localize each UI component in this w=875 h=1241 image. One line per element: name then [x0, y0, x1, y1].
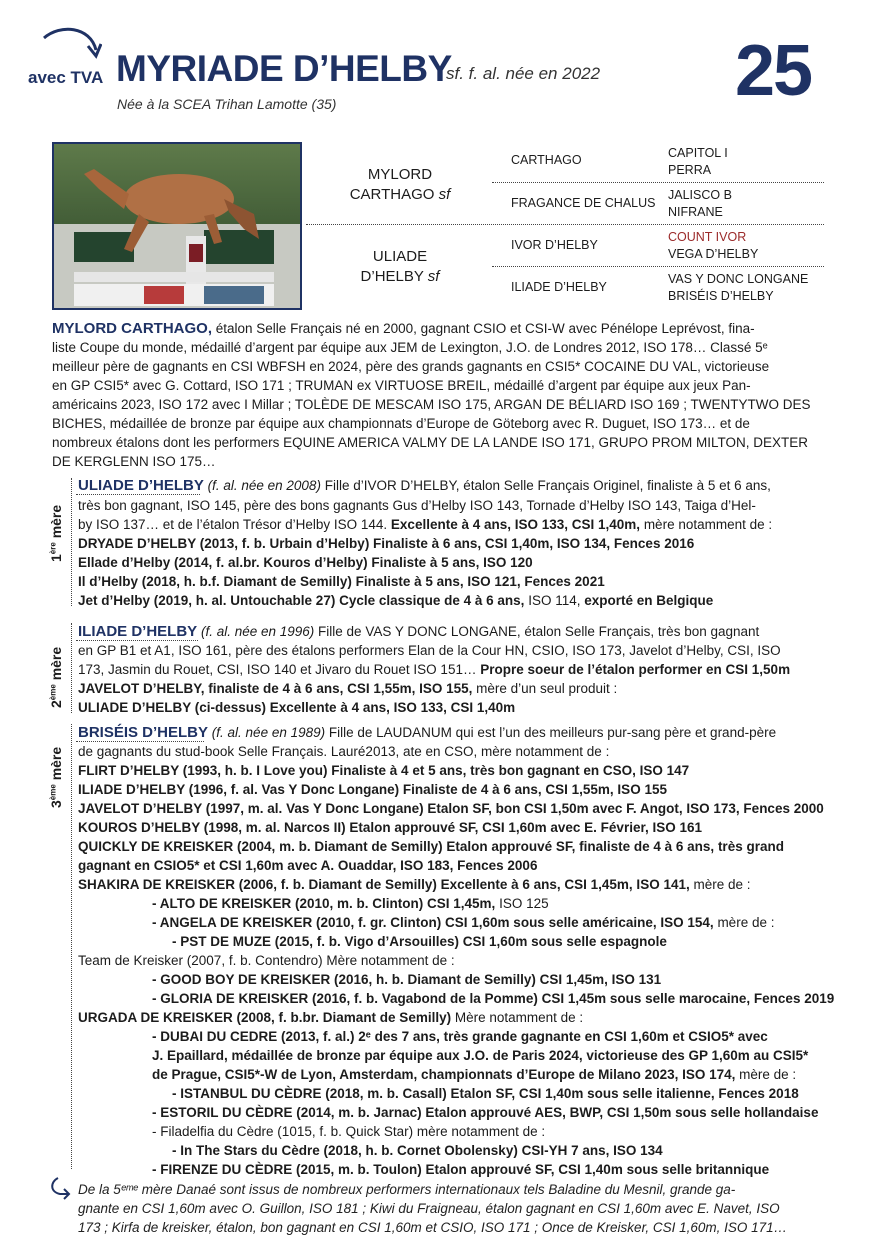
mere-rule [71, 724, 72, 1169]
sire-text-line: meilleur père de gagnants en CSI WBFSH en 2024, père des grands gagnants en CSI5* COCAINE DU VAL, victorieuse [52, 359, 770, 374]
breeder-line: Née à la SCEA Trihan Lamotte (35) [117, 96, 337, 112]
dam-name [320, 247, 480, 287]
mere3-product: Team de Kreisker (2007, f. b. Contendro) Mère notamment de : [78, 953, 455, 968]
mere2-line: ILIADE D’HELBY (f. al. née en 1996) Fille de VAS Y DONC LONGANE, étalon Selle Français, très bon gagnant [78, 623, 760, 640]
mere3-product: ILIADE D’HELBY (1996, f. al. Vas Y Donc Longane) Finaliste de 4 à 6 ans, CSI 1,55m, ISO 155 [78, 782, 667, 797]
grandsire-2: IVOR D’HELBY [511, 238, 598, 252]
mere-rule [71, 623, 72, 713]
lot-number: 25 [735, 31, 812, 111]
mere1-line: by ISO 137… et de l’étalon Trésor d’Helby ISO 144. Excellente à 4 ans, ISO 133, CSI 1,40m, mère notamment de : [78, 517, 773, 532]
mere3-line: de gagnants du stud-book Selle Français. Lauré2013, ate en CSO, mère notamment de : [78, 744, 610, 759]
footer-line: 173 ; Kirfa de kreisker, étalon, bon gagnant en CSI 1,60m et CSIO, ISO 171 ; Once de Kreisker, CSI 1,60m, ISO 171… [78, 1220, 788, 1235]
mere3-product: URGADA DE KREISKER (2008, f. b.br. Diamant de Semilly) Mère notamment de : [78, 1010, 584, 1025]
mere2-product: JAVELOT D’HELBY, finaliste de 4 à 6 ans, CSI 1,55m, ISO 155, mère d’un seul produit : [78, 681, 618, 696]
granddam-1: FRAGANCE DE CHALUS [511, 196, 656, 210]
pedigree-divider [492, 266, 824, 267]
sire-text-line: DE KERGLENN ISO 175… [52, 454, 216, 469]
granddam-2: ILIADE D’HELBY [511, 280, 607, 294]
mere-rule [71, 478, 72, 606]
footer-line: gnante en CSI 1,60m avec O. Guillon, ISO 181 ; Kiwi du Fraigneau, étalon gagnant en CSI 1,60m avec E. Navet, ISO [78, 1201, 780, 1216]
mere3-line: BRISÉIS D’HELBY (f. al. née en 1989) Fille de LAUDANUM qui est l’un des meilleurs pur-sang père et grand-père [78, 724, 777, 741]
mere2-line: en GP B1 et A1, ISO 161, père des étalons performers Elan de la Cour HN, CSIO, ISO 173, Javelot d’Helby, CSI, ISO [78, 643, 781, 658]
horse-name-title: MYRIADE D’HELBY [116, 48, 452, 89]
mere2-name: ILIADE D’HELBY [78, 623, 198, 640]
sire-text-line: BICHES, médaillée de bronze par équipe aux championnats d’Europe de Göteborg avec R. Duguet, ISO 173… et de [52, 416, 750, 431]
mere3-product: KOUROS D’HELBY (1998, m. al. Narcos II) Etalon approuvé SF, CSI 1,60m avec E. Février, ISO 161 [78, 820, 702, 835]
grandsire-1: CARTHAGO [511, 153, 582, 167]
mere2-line: 173, Jasmin du Rouet, CSI, ISO 140 et Jivaro du Rouet ISO 151… Propre soeur de l’étalon performer en CSI 1,50m [78, 662, 791, 677]
mere3-subproduct: J. Epaillard, médaillée de bronze par équipe aux J.O. de Paris 2024, victorieuse des GP 1,60m au CSI5* [152, 1048, 809, 1063]
sire-text-line: liste Coupe du monde, médaillé d’argent par équipe aux JEM de Lexington, J.O. de Londres 2012, ISO 178… Classé 5ᵉ [52, 340, 768, 355]
mere1-line: ULIADE D’HELBY (f. al. née en 2008) Fille d’IVOR D’HELBY, étalon Selle Français Originel, finaliste à 5 et 6 ans, [78, 477, 771, 494]
mere2-product: ULIADE D’HELBY (ci-dessus) Excellente à 4 ans, ISO 133, CSI 1,40m [78, 700, 516, 715]
mere1-product: Il d’Helby (2018, h. b.f. Diamant de Semilly) Finaliste à 5 ans, ISO 121, Fences 2021 [78, 574, 605, 589]
ggparent-3: JALISCO B [668, 188, 732, 202]
mere3-product: QUICKLY DE KREISKER (2004, m. b. Diamant de Semilly) Etalon approuvé SF, finaliste de 4 à 6 ans, très grand [78, 839, 784, 854]
sire-text-name: MYLORD CARTHAGO, [52, 320, 212, 337]
mere3-subproduct: - DUBAI DU CEDRE (2013, f. al.) 2ᵉ des 7 ans, très grande gagnante en CSI 1,60m et CSIO5* avec [152, 1029, 768, 1044]
mere3-subproduct: - ALTO DE KREISKER (2010, m. b. Clinton) CSI 1,45m, ISO 125 [152, 896, 549, 911]
mere1-product: DRYADE D’HELBY (2013, f. b. Urbain d’Helby) Finaliste à 6 ans, CSI 1,40m, ISO 134, Fences 2016 [78, 536, 695, 551]
sire-line2: CARTHAGO [349, 186, 435, 203]
return-arrow-icon [50, 1176, 72, 1200]
mere3-product: FLIRT D’HELBY (1993, h. b. I Love you) Finaliste à 4 et 5 ans, très bon gagnant en CSO, ISO 147 [78, 763, 690, 778]
pedigree-divider [306, 224, 824, 225]
sire-text-line: américains 2023, ISO 172 avec I Millar ; TOLÈDE DE MESCAM ISO 175, ARGAN DE BÉLIARD ISO 169 ; TWENTYTWO DES [52, 397, 811, 412]
mere3-subproduct: - GOOD BOY DE KREISKER (2016, h. b. Diamant de Semilly) CSI 1,45m, ISO 131 [152, 972, 662, 987]
mere1-product: Jet d’Helby (2019, h. al. Untouchable 27) Cycle classique de 4 à 6 ans, ISO 114, exporté en Belgique [78, 593, 714, 608]
mere3-subproduct: - FIRENZE DU CÈDRE (2015, m. b. Toulon) Etalon approuvé SF, CSI 1,40m sous selle britannique [152, 1162, 770, 1177]
mere3-product: SHAKIRA DE KREISKER (2006, f. b. Diamant de Semilly) Excellente à 6 ans, CSI 1,45m, ISO 141, mère de : [78, 877, 751, 892]
footer-line: De la 5ᵉᵐᵉ mère Danaé sont issus de nombreux performers internationaux tels Baladine du Mesnil, grande ga- [78, 1182, 736, 1197]
sire-text-line: MYLORD CARTHAGO, étalon Selle Français né en 2000, gagnant CSIO et CSI-W avec Pénélope Leprévost, fina- [52, 320, 755, 337]
mere3-product: JAVELOT D’HELBY (1997, m. al. Vas Y Donc Longane) Etalon SF, bon CSI 1,50m avec F. Angot, ISO 173, Fences 2000 [78, 801, 824, 816]
mere1-name: ULIADE D’HELBY [78, 477, 204, 494]
horse-photo [52, 142, 302, 310]
mere3-subproduct: - ISTANBUL DU CÈDRE (2018, m. b. Casall) Etalon SF, CSI 1,40m sous selle italienne, Fences 2018 [172, 1086, 799, 1101]
pedigree-divider [492, 182, 824, 183]
footer-note [78, 1180, 823, 1237]
dam-line1: ULIADE [372, 248, 428, 265]
dam-suffix: sf [427, 268, 440, 285]
ggparent-8: BRISÉIS D’HELBY [668, 289, 774, 303]
ggparent-2: PERRA [668, 163, 712, 177]
mere3-subproduct: - GLORIA DE KREISKER (2016, f. b. Vagabond de la Pomme) CSI 1,45m sous selle marocaine, Fences 2019 [152, 991, 835, 1006]
mere3-subproduct: - In The Stars du Cèdre (2018, h. b. Cornet Obolensky) CSI-YH 7 ans, ISO 134 [172, 1143, 663, 1158]
mere3-subproduct: - PST DE MUZE (2015, f. b. Vigo d’Arsouilles) CSI 1,60m sous selle espagnole [172, 934, 667, 949]
sire-text-line: en GP CSI5* avec G. Cottard, ISO 171 ; TRUMAN ex VIRTUOSE BREIL, médaillé d’argent par équipe aux jeux Pan- [52, 378, 751, 393]
ggparent-6: VEGA D’HELBY [668, 247, 759, 261]
sire-text-line: nombreux étalons dont les performers EQUINE AMERICA VALMY DE LA LANDE ISO 171, GRUPO PROM MILTON, DEXTER [52, 435, 809, 450]
tva-label: avec TVA [28, 68, 104, 87]
ggparent-5: COUNT IVOR [668, 230, 747, 244]
sire-line1: MYLORD [367, 166, 433, 183]
ggparent-7: VAS Y DONC LONGANE [668, 272, 809, 286]
mere3-subproduct: de Prague, CSI5*-W de Lyon, Amsterdam, championnats d’Europe de Milano 2023, ISO 174, mère de : [152, 1067, 797, 1082]
mere3-subproduct: - ANGELA DE KREISKER (2010, f. gr. Clinton) CSI 1,60m sous selle américaine, ISO 154, mère de : [152, 915, 775, 930]
mere3-subproduct: - ESTORIL DU CÈDRE (2014, m. b. Jarnac) Etalon approuvé AES, BWP, CSI 1,50m sous selle hollandaise [152, 1105, 819, 1120]
dam-line2: D’HELBY [360, 268, 424, 285]
sire-suffix: sf [438, 186, 451, 203]
curved-arrow-icon [40, 26, 102, 68]
mere3-product: gagnant en CSIO5* et CSI 1,60m avec A. Ouaddar, ISO 183, Fences 2006 [78, 858, 538, 873]
ggparent-1: CAPITOL I [668, 146, 728, 160]
sire-name [320, 165, 480, 205]
mere1-product: Ellade d’Helby (2014, f. al.br. Kouros d’Helby) Finaliste à 5 ans, ISO 120 [78, 555, 533, 570]
mere3-subproduct: - Filadelfia du Cèdre (1015, f. b. Quick Star) mère notamment de : [152, 1124, 546, 1139]
mere-label-1: 1ère mère [48, 504, 64, 562]
mere-label-2: 2ème mère [48, 646, 64, 708]
mere-label-3: 3ème mère [48, 746, 64, 808]
mere1-line: très bon gagnant, ISO 145, père des bons gagnants Gus d’Helby ISO 143, Tornade d’Helby ISO 143, Taiga d’Hel- [78, 498, 756, 513]
mere3-name: BRISÉIS D’HELBY [78, 724, 209, 741]
horse-subtitle: sf. f. al. née en 2022 [446, 64, 601, 83]
ggparent-4: NIFRANE [668, 205, 723, 219]
